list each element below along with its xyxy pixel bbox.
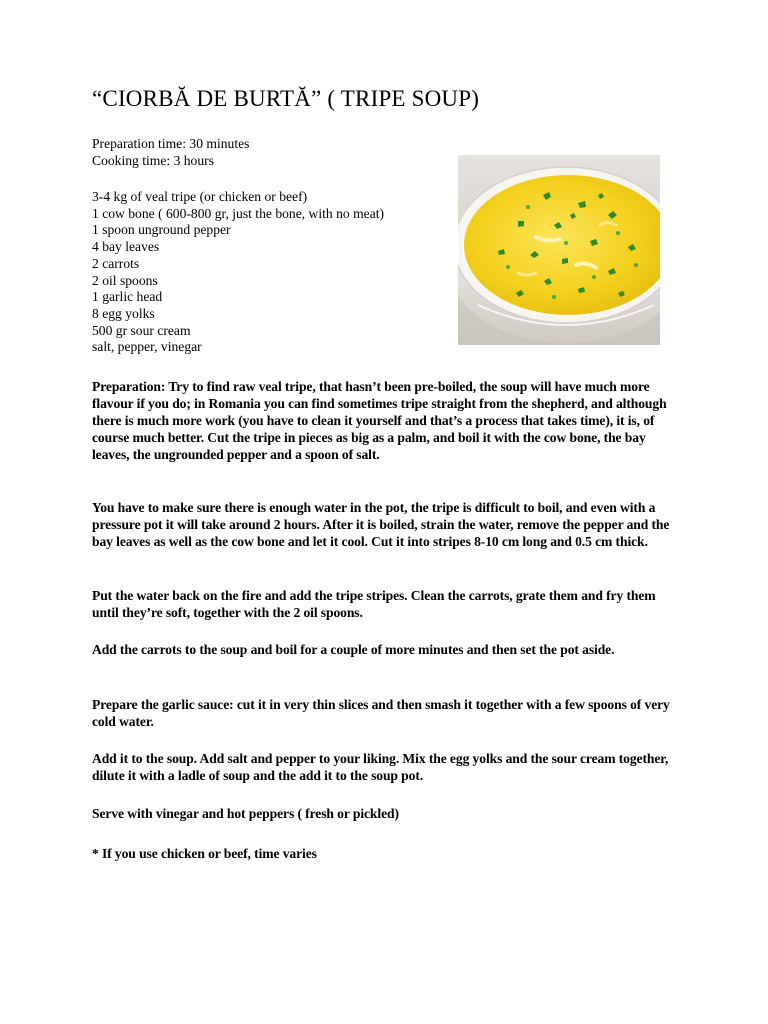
soup-photo	[458, 155, 660, 345]
ingredient-item: 500 gr sour cream	[92, 322, 191, 338]
instruction-paragraph: You have to make sure there is enough water in the pot, the tripe is difficult to boil, and even with a pressure pot it will take around 2 hours. After it is boiled, strain the water, remove the pepper and the bay leaves as well as the cow bone and let it cool. Cut it into stripes 8-10 cm long and 0.5 cm thick.	[92, 500, 670, 549]
ingredient-item: salt, pepper, vinegar	[92, 339, 202, 355]
ingredient-item: 1 spoon unground pepper	[92, 222, 231, 238]
ingredient-item: 8 egg yolks	[92, 305, 155, 321]
cooking-time: Cooking time: 3 hours	[92, 152, 214, 168]
instruction-paragraph: Put the water back on the fire and add the tripe stripes. Clean the carrots, grate them and fry them until they’re soft, together with the 2 oil spoons.	[92, 588, 656, 620]
instruction-paragraph: Preparation: Try to find raw veal tripe, that hasn’t been pre-boiled, the soup will have much more flavour if you do; in Romania you can find sometimes tripe straight from the shepherd, and although there is much more work (you have to clean it yourself and that’s a process that takes time), it is, of course much better. Cut the tripe in pieces as big as a palm, and boil it with the cow bone, the bay leaves, the ungrounded pepper and a spoon of salt.	[92, 379, 667, 462]
preparation-time: Preparation time: 30 minutes	[92, 136, 250, 151]
ingredient-list	[92, 189, 384, 356]
serving-note: Serve with vinegar and hot peppers ( fresh or pickled)	[92, 806, 399, 821]
recipe-title: “CIORBĂ DE BURTĂ” ( TRIPE SOUP)	[92, 86, 480, 111]
soup-bowl-illustration	[458, 155, 660, 345]
instruction-paragraph: Add the carrots to the soup and boil for a couple of more minutes and then set the pot aside.	[92, 642, 615, 657]
ingredient-item: 4 bay leaves	[92, 239, 160, 255]
instruction-paragraph: Add it to the soup. Add salt and pepper to your liking. Mix the egg yolks and the sour cream together, dilute it with a ladle of soup and the add it to the soup pot.	[92, 751, 669, 783]
ingredient-item: 2 oil spoons	[92, 272, 158, 288]
time-info	[92, 136, 249, 169]
ingredient-item: 1 garlic head	[92, 289, 163, 305]
ingredient-item: 2 carrots	[92, 255, 140, 271]
instruction-paragraph: Prepare the garlic sauce: cut it in very thin slices and then smash it together with a few spoons of very cold water.	[92, 697, 670, 729]
ingredient-item: 1 cow bone ( 600-800 gr, just the bone, with no meat)	[92, 205, 385, 221]
footnote: * If you use chicken or beef, time varies	[92, 846, 317, 861]
ingredient-item: 3-4 kg of veal tripe (or chicken or beef)	[92, 189, 308, 204]
